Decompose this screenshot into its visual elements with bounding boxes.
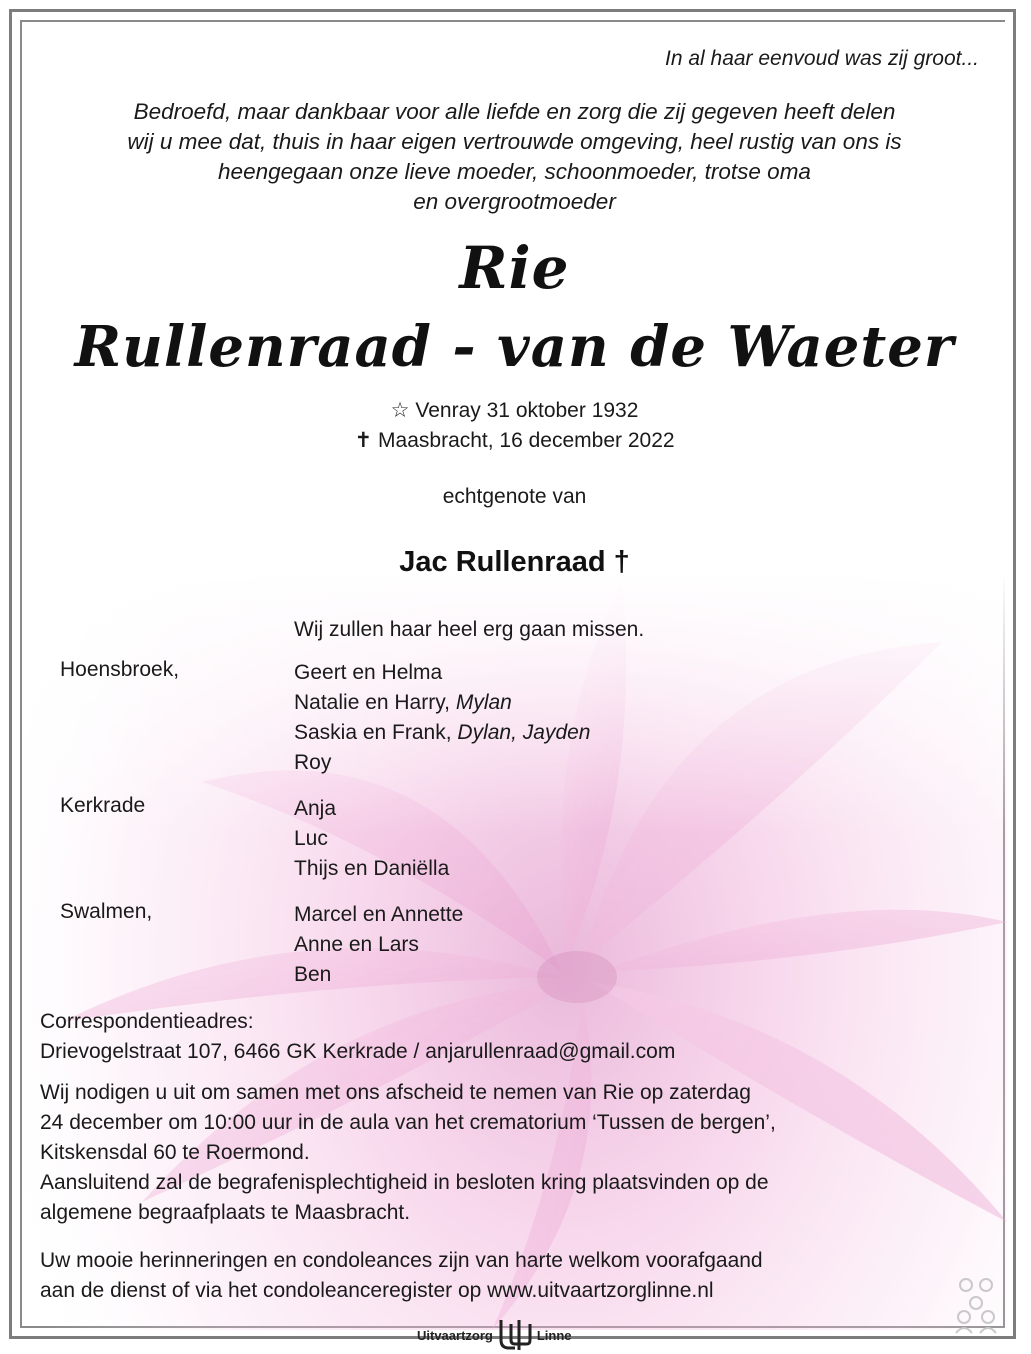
correspondence-address: Drievogelstraat 107, 6466 GK Kerkrade / anjarullenraad@gmail.com	[40, 1040, 676, 1063]
family-member: Marcel en Annette	[294, 903, 464, 926]
family-member: Natalie en Harry, Mylan	[294, 691, 512, 714]
intro-line: Bedroefd, maar dankbaar voor alle liefde en zorg die zij gegeven heeft delen	[133, 99, 896, 124]
invitation-line: Kitskensdal 60 te Roermond.	[40, 1141, 310, 1164]
invitation-line: algemene begraafplaats te Maasbracht.	[40, 1201, 411, 1224]
star-icon: ☆	[390, 399, 410, 422]
missing-text: Wij zullen haar heel erg gaan missen.	[294, 618, 645, 641]
family-member: Roy	[294, 751, 332, 774]
spouse-label: echtgenote van	[442, 485, 587, 508]
death-line	[22, 426, 1007, 456]
intro-line: en overgrootmoeder	[413, 189, 616, 214]
family-group	[22, 900, 1007, 990]
memories-line: Uw mooie herinneringen en condoleances zijn van harte welkom voorafgaand	[40, 1249, 763, 1272]
family-place: Kerkrade	[60, 794, 146, 817]
family-group	[22, 794, 1007, 884]
family-member: Thijs en Daniëlla	[294, 857, 450, 880]
family-member: Anne en Lars	[294, 933, 419, 956]
logo-mark-icon	[497, 1318, 533, 1352]
logo-text-left: Uitvaartzorg	[417, 1327, 493, 1343]
funeral-home-logo	[417, 1318, 572, 1352]
correspondence-label: Correspondentieadres:	[40, 1010, 254, 1033]
motto-text: In al haar eenvoud was zij groot...	[664, 47, 979, 70]
intro-line: heengegaan onze lieve moeder, schoonmoeder, trotse oma	[218, 159, 811, 184]
invitation-text	[40, 1078, 990, 1228]
family-list	[22, 658, 1007, 990]
family-members	[294, 658, 1007, 778]
family-member: Ben	[294, 963, 332, 986]
family-place: Swalmen,	[60, 900, 153, 923]
family-members	[294, 794, 1007, 884]
notice-content	[22, 22, 1007, 1343]
family-member: Luc	[294, 827, 328, 850]
death-date: Maasbracht, 16 december 2022	[378, 429, 675, 452]
invitation-line: 24 december om 10:00 uur in de aula van het crematorium ‘Tussen de bergen’,	[40, 1111, 776, 1134]
spouse-name: Jac Rullenraad †	[399, 546, 630, 578]
intro-line: wij u mee dat, thuis in haar eigen vertrouwde omgeving, heel rustig van ons is	[127, 129, 902, 154]
family-member: Saskia en Frank, Dylan, Jayden	[294, 721, 591, 744]
family-group	[22, 658, 1007, 778]
deceased-full-name: Rullenraad - van de Waeter	[74, 314, 955, 380]
birth-date: Venray 31 oktober 1932	[415, 399, 639, 422]
memories-line: aan de dienst of via het condoleanceregister op www.uitvaartzorglinne.nl	[40, 1279, 714, 1302]
cross-icon: ✝	[354, 429, 373, 452]
family-members	[294, 900, 1007, 990]
family-member: Geert en Helma	[294, 661, 443, 684]
intro-text	[22, 97, 1007, 217]
logo-text-right: Linne	[536, 1327, 572, 1343]
family-member: Anja	[294, 797, 337, 820]
people-watermark-icon	[952, 1273, 1002, 1337]
family-place: Hoensbroek,	[60, 658, 180, 681]
deceased-first-name: Rie	[459, 234, 570, 302]
invitation-line: Aansluitend zal de begrafenisplechtigheid in besloten kring plaatsvinden op de	[40, 1171, 769, 1194]
birth-line	[22, 396, 1007, 426]
invitation-line: Wij nodigen u uit om samen met ons afscheid te nemen van Rie op zaterdag	[40, 1081, 751, 1104]
memories-text	[40, 1246, 990, 1306]
correspondence-block	[40, 1007, 990, 1067]
life-dates	[22, 396, 1007, 456]
inner-frame	[20, 20, 1005, 1343]
